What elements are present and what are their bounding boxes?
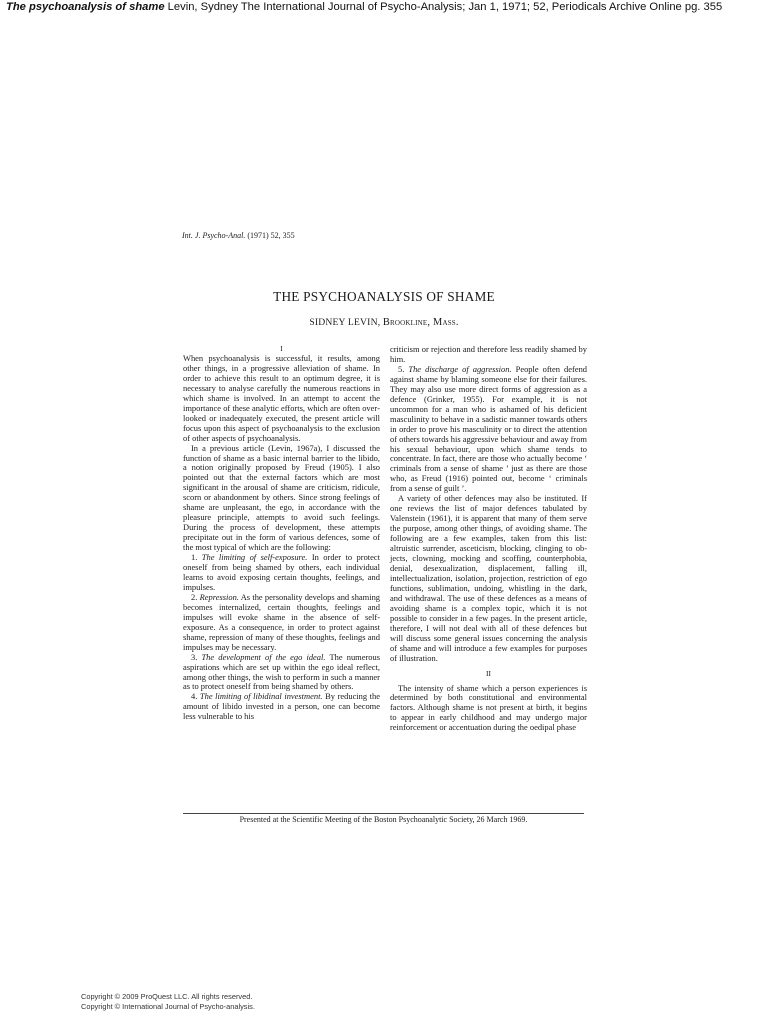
footnote-divider — [183, 813, 584, 814]
list-item-heading: The limiting of self-exposure. — [201, 552, 308, 563]
list-item — [183, 593, 380, 653]
section-heading-one: I — [280, 344, 283, 353]
copyright-line: Copyright © International Journal of Psycho-analysis. — [81, 1001, 255, 1011]
paragraph: When psychoanalysis is successful, it results, among other things, in a progressive alleviation of shame. In order to achieve this result to an optimum degree, it is necessary to analyse carefully the numerous reactions in which shame is involved. In an attempt to accent the importance of these analytic efforts, which are often overlooked or inadequately executed, the present article will focus upon this aspect of psychoanalysis to the exclusion of other aspects of psychoanalysis. — [183, 353, 380, 443]
list-number: 2. — [191, 591, 200, 602]
copyright-line: Copyright © 2009 ProQuest LLC. All rights reserved. — [81, 992, 253, 1001]
citation-title: The psychoanalysis of shame — [6, 1, 165, 13]
copyright-notice — [81, 992, 255, 1011]
list-item — [183, 553, 380, 593]
paragraph: A variety of other defences may also be instituted. If one reviews the list of major defences tabulated by Valenstein (1961), it is apparent that many of them serve the purpose, among other things, of avoiding shame. The following are a few examples, taken from this list: altruistic surrender, asceticism, blocking, clinging to objects, clowning, mocking and scoffing, counterphobia, denial, desexualization, displacement, falling ill, intellectualization, isolation, projection, restriction of ego functions, sublimation, undoing, whistling in the dark, and withdrawal. The use of these defences as a means of avoiding shame is a complex topic, which it is not possible to consider in a few pages. In the present article, therefore, I will not deal with all of these defences but will discuss some general issues concerning the analysis of shame and will introduce a few examples for purposes of illustration. — [390, 493, 587, 663]
list-item — [390, 365, 587, 494]
author-line — [0, 317, 768, 328]
list-item-text: As the personality develops and shaming becomes internalized, certain thoughts, feelings and impulses will evoke shame in the absence of self-exposure. As a consequence, in order to protect against shame, repression of many of these thoughts, feelings and impulses may be necessary. — [183, 591, 381, 652]
left-column — [183, 344, 380, 722]
list-item-text: People often defend against shame by blaming someone else for their failures. They may also use more direct forms of aggression as a defence (Grinker, 1955). For example, it is not uncommon for a man who is ashamed of his deficient masculinity to behave in a sadistic manner towards others in order to prove his masculinity or to direct the attention of others towards his aggressive behaviour and away from his sexual behaviour, upon which shame tends to concentrate. In fact, there are those who actually become ‘ criminals from a sense of shame ’ just as there are those who, as Freud (1916) pointed out, become ‘ criminals from a sense of guilt ’. — [390, 363, 588, 494]
list-item — [183, 692, 380, 722]
list-item-text: In order to protect oneself from being shamed by others, each individual learns to avoid exposing certain thoughts, feelings, and impulses. — [183, 552, 380, 592]
paragraph: criticism or rejection and therefore less readily shamed by him. — [390, 344, 587, 364]
footnote: Presented at the Scientific Meeting of the Boston Psychoanalytic Society, 26 March 1969. — [239, 815, 528, 824]
paragraph: The intensity of shame which a person experiences is determined by both constitutional and environmental factors. Although shame is not present at birth, it begins to appear in early childhood and may undergo major reinforcement or accentuation during the oedipal phase — [390, 682, 587, 733]
author-location: Brookline, Mass. — [382, 317, 459, 328]
right-column — [390, 345, 587, 733]
list-item-heading: The development of the ego ideal. — [201, 651, 326, 662]
journal-reference — [182, 231, 295, 240]
article-title: THE PSYCHOANALYSIS OF SHAME — [273, 289, 495, 304]
citation-details: Levin, Sydney The International Journal of Psycho-Analysis; Jan 1, 1971; 52, Periodicals Archive Online pg. 355 — [164, 1, 723, 13]
list-item-text: The numerous aspirations which are set up within the ego ideal reflect, among other things, the wish to perform in such a manner as to protect oneself from being shamed by others. — [183, 651, 380, 692]
list-item-heading: Repression. — [199, 591, 239, 602]
section-heading-two: II — [486, 668, 491, 678]
list-item-heading: The discharge of aggression. — [408, 363, 512, 374]
list-number: 4. — [191, 691, 200, 702]
author-name: SIDNEY LEVIN, — [309, 317, 383, 328]
list-item-heading: The limiting of libidinal investment. — [199, 691, 323, 702]
list-item — [183, 653, 380, 693]
list-number: 1. — [191, 552, 202, 563]
paragraph: In a previous article (Levin, 1967a), I discussed the function of shame as a basic internal barrier to the libido, a notion originally proposed by Freud (1905). I also pointed out that the external factors which are most significant in the arousal of shame are criticism, ridicule, scorn or abandonment by others. Since strong feelings of shame are unpleasant, the ego, in accordance with the pleasure principle, attempts to avoid such feelings. During the process of development, these attempts precipitate out in the form of various defences, some of the most typical of which are the following: — [183, 442, 380, 553]
journal-volume-page: (1971) 52, 355 — [245, 231, 295, 240]
list-number: 3. — [191, 651, 202, 662]
list-number: 5. — [398, 363, 409, 374]
journal-name: Int. J. Psycho-Anal. — [182, 231, 246, 240]
citation-header — [6, 1, 766, 14]
list-item-text: By reducing the amount of libido invested in a person, one can become less vulnerable to his — [183, 691, 380, 722]
